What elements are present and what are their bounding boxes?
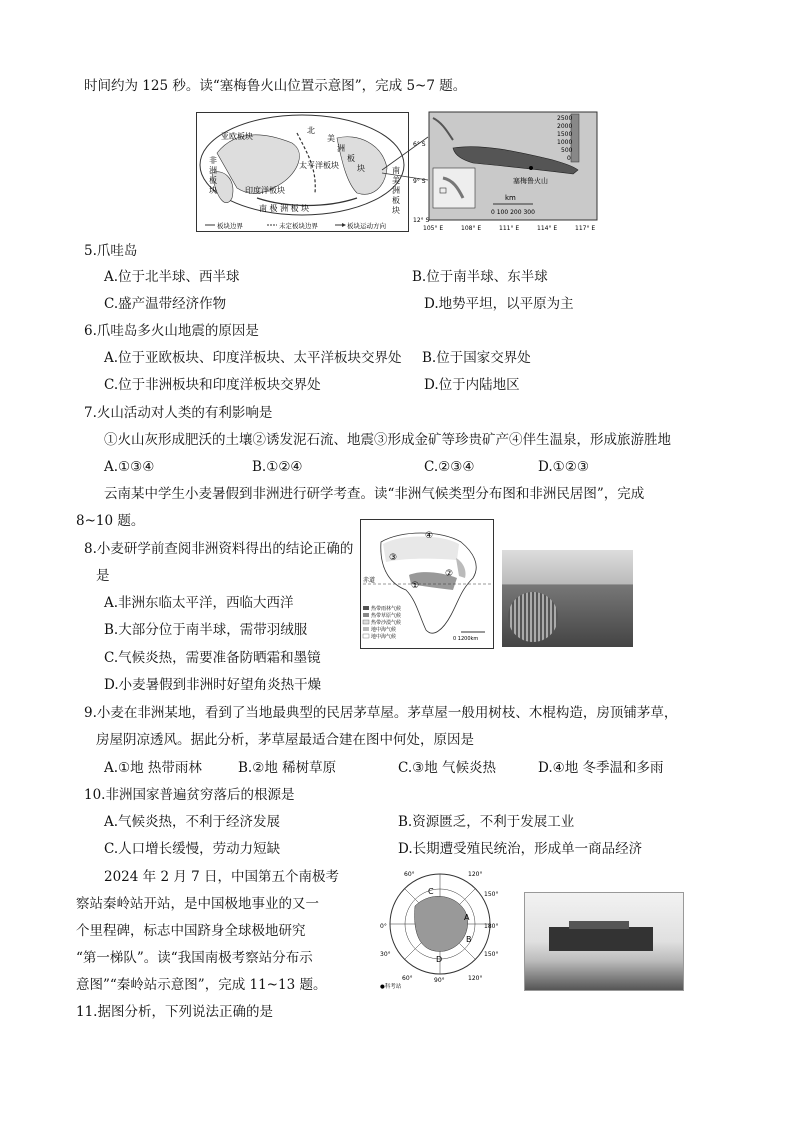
plate-label-antarctic: 南 极 洲 板 块 <box>259 204 310 213</box>
svg-text:美: 美 <box>392 176 400 185</box>
intro2-text: 云南某中学生小麦暑假到非洲进行研学考查。读“非洲气候类型分布图和非洲民居图”，完成 <box>104 486 645 502</box>
intro3-line3: 个里程碑，标志中国跻身全球极地研究 <box>76 923 306 939</box>
svg-text:60°: 60° <box>404 871 415 878</box>
svg-text:南: 南 <box>392 166 400 175</box>
q8-option-b: B.大部分位于南半球，需带羽绒服 <box>104 622 308 638</box>
plate-label-eurasia: 亚欧板块 <box>221 132 253 141</box>
svg-text:未定板块边界: 未定板块边界 <box>279 222 318 230</box>
africa-climate-map <box>361 520 493 648</box>
svg-text:板: 板 <box>209 176 217 185</box>
q8-option-c: C.气候炎热，需要准备防晒霜和墨镜 <box>104 650 321 666</box>
equator-label: 赤道 <box>363 577 376 584</box>
q10-stem: 10.非洲国家普遍贫穷落后的根源是 <box>84 787 295 803</box>
intro3-line4: “第一梯队”。读“我国南极考察站分布示 <box>76 950 313 966</box>
svg-text:美: 美 <box>327 134 335 143</box>
intro3-line5: 意图”“秦岭站示意图”，完成 11~13 题。 <box>76 977 327 993</box>
svg-text:0°: 0° <box>380 923 387 930</box>
svg-text:120°: 120° <box>468 975 483 982</box>
q7-subitems: ①火山灰形成肥沃的土壤②诱发泥石流、地震③形成金矿等珍贵矿产④伴生温泉，形成旅游胜地 <box>104 432 671 448</box>
svg-text:9° S: 9° S <box>413 178 426 185</box>
map-mark-3: ③ <box>389 553 398 563</box>
q6-option-d: D.位于内陆地区 <box>424 377 520 393</box>
q6-option-c: C.位于非洲板块和印度洋板块交界处 <box>104 377 321 393</box>
plate-label-pacific: 太平洋板块 <box>299 161 339 170</box>
q6-option-b: B.位于国家交界处 <box>422 350 531 366</box>
svg-text:117° E: 117° E <box>575 225 596 232</box>
q9-stem-cont: 房屋阴凉透风。据此分析，茅草屋最适合建在图中何处，原因是 <box>96 732 474 748</box>
q5-option-b: B.位于南半球、东半球 <box>412 269 548 285</box>
svg-text:块: 块 <box>392 206 400 215</box>
svg-text:洲: 洲 <box>209 166 217 175</box>
intro3-line2: 察站秦岭站开站，是中国极地事业的又一 <box>76 896 319 912</box>
q10-option-c: C.人口增长缓慢，劳动力短缺 <box>104 841 281 857</box>
q11-stem: 11.据图分析，下列说法正确的是 <box>76 1004 273 1020</box>
volcano-map <box>413 108 603 234</box>
svg-text:板: 板 <box>347 154 355 163</box>
map-mark-1: ① <box>411 581 420 591</box>
antarctic-stations-figure <box>380 866 500 990</box>
intro-text: 时间约为 125 秒。读“塞梅鲁火山位置示意图”，完成 5~7 题。 <box>84 78 467 94</box>
svg-text:洲: 洲 <box>337 144 345 153</box>
svg-text:105° E: 105° E <box>423 225 444 232</box>
svg-text:12° S: 12° S <box>413 217 430 224</box>
q9-stem: 9.小麦在非洲某地，看到了当地最典型的民居茅草屋。茅草屋一般用树枝、木棍构造，房顶铺茅草， <box>84 705 678 721</box>
svg-text:板: 板 <box>392 196 400 205</box>
svg-text:90°: 90° <box>434 977 445 984</box>
svg-text:150°: 150° <box>484 951 499 958</box>
station-c: C <box>428 887 434 896</box>
svg-text:热带雨林气候: 热带雨林气候 <box>371 606 402 612</box>
svg-text:非: 非 <box>209 156 217 165</box>
station-d: D <box>436 955 443 964</box>
station-b: B <box>466 935 472 944</box>
plate-label-indian: 印度洋板块 <box>245 186 285 195</box>
svg-text:0: 0 <box>567 155 571 162</box>
q8-option-d: D.小麦暑假到非洲时好望角炎热干燥 <box>104 677 322 693</box>
q9-option-b: B.②地 稀树草原 <box>238 760 337 776</box>
svg-text:板块边界: 板块边界 <box>217 222 243 230</box>
station-legend: ●科考站 <box>380 984 402 990</box>
thatched-house-photo <box>502 550 633 647</box>
qinling-station-photo <box>524 892 684 991</box>
q5-option-a: A.位于北半球、西半球 <box>104 269 240 285</box>
svg-text:1500: 1500 <box>557 131 573 138</box>
antarctic-polar-map <box>380 866 500 990</box>
q7-option-b: B.①②④ <box>252 459 303 475</box>
q7-option-a: A.①③④ <box>104 459 155 475</box>
q9-option-d: D.④地 冬季温和多雨 <box>538 760 664 776</box>
svg-text:板块运动方向: 板块运动方向 <box>347 222 386 230</box>
svg-text:150°: 150° <box>484 891 499 898</box>
q9-option-c: C.③地 气候炎热 <box>398 760 497 776</box>
q10-option-a: A.气候炎热，不利于经济发展 <box>104 814 281 830</box>
svg-text:北: 北 <box>307 126 315 135</box>
svg-text:108° E: 108° E <box>461 225 482 232</box>
svg-text:洲: 洲 <box>392 186 400 195</box>
inset-map <box>433 168 475 208</box>
svg-text:500: 500 <box>561 147 573 154</box>
plate-map-figure <box>196 112 409 232</box>
intro2-text-cont: 8~10 题。 <box>76 513 145 529</box>
station-a: A <box>464 913 470 922</box>
plate-map <box>197 113 408 231</box>
q9-option-a: A.①地 热带雨林 <box>104 760 202 776</box>
svg-text:30°: 30° <box>380 951 391 958</box>
svg-text:2000: 2000 <box>557 123 573 130</box>
svg-text:地中海气候: 地中海气候 <box>371 634 397 640</box>
q7-stem: 7.火山活动对人类的有利影响是 <box>84 405 273 421</box>
map-mark-2: ② <box>445 569 454 579</box>
q8-option-a: A.非洲东临太平洋，西临大西洋 <box>104 595 294 611</box>
africa-climate-figure <box>360 519 494 649</box>
volcano-marker <box>529 166 533 170</box>
scale-label: 0 1200km <box>453 636 479 642</box>
q10-option-d: D.长期遭受殖民统治，形成单一商品经济 <box>398 841 643 857</box>
q6-stem: 6.爪哇岛多火山地震的原因是 <box>84 323 259 339</box>
q7-option-c: C.②③④ <box>424 459 475 475</box>
svg-text:块: 块 <box>357 164 365 173</box>
svg-text:地中海气候: 地中海气候 <box>371 627 397 633</box>
svg-text:块: 块 <box>209 186 217 195</box>
q5-option-d: D.地势平坦，以平原为主 <box>424 296 574 312</box>
q5-stem: 5.爪哇岛 <box>84 243 138 259</box>
svg-text:60°: 60° <box>402 975 413 982</box>
q6-option-a: A.位于亚欧板块、印度洋板块、太平洋板块交界处 <box>104 350 402 366</box>
intro3-line1: 2024 年 2 月 7 日，中国第五个南极考 <box>104 869 339 885</box>
q7-option-d: D.①②③ <box>538 459 589 475</box>
volcano-location-figure <box>413 108 603 234</box>
scale-bar: 0 100 200 300 <box>491 209 535 216</box>
q8-stem: 8.小麦研学前查阅非洲资料得出的结论正确的 <box>84 541 354 557</box>
svg-text:2500: 2500 <box>557 115 573 122</box>
svg-text:热带沙漠气候: 热带沙漠气候 <box>371 620 402 626</box>
q8-stem-cont: 是 <box>96 568 110 584</box>
svg-text:km: km <box>505 194 516 202</box>
svg-text:111° E: 111° E <box>499 225 520 232</box>
svg-text:热带草原气候: 热带草原气候 <box>371 613 402 619</box>
q10-option-b: B.资源匮乏，不利于发展工业 <box>398 814 575 830</box>
svg-text:180°: 180° <box>484 923 499 930</box>
svg-text:120°: 120° <box>468 871 483 878</box>
volcano-label: 塞梅鲁火山 <box>513 177 548 185</box>
svg-text:1000: 1000 <box>557 139 573 146</box>
svg-text:114° E: 114° E <box>537 225 558 232</box>
svg-text:6° S: 6° S <box>413 141 426 148</box>
map-mark-4: ④ <box>425 531 434 541</box>
q5-option-c: C.盛产温带经济作物 <box>104 296 227 312</box>
